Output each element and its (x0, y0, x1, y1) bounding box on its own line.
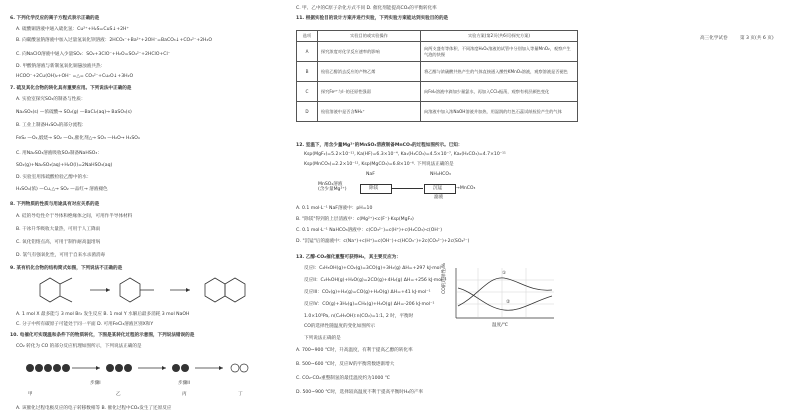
question-text-line: D. 氯气有强氧化性，可用于自来水杀菌消毒 (16, 253, 106, 258)
third-page-title: 高三化学试卷 (700, 36, 728, 41)
table-cell-plan: 将乙醇与浓硫酸共热产生的气体直接通入酸性KMnO₄溶液，观察溶液是否褪色 (421, 62, 578, 82)
question-stem: 8. 下列物质的性质与用途具有对应关系的是 (10, 202, 100, 207)
question-text-line: A. 硫酸铜溶液中通入硫化氢：Cu²⁺+H₂S=CuS↓+2H⁺ (16, 27, 129, 32)
question-text-line: A. 硅的导电性介于导体和绝缘体之间，可用作半导体材料 (16, 214, 133, 219)
process-flow-diagram (318, 172, 518, 202)
question-text-line: B. 500~600 ℃时，反应IV的平衡常数逐渐增大 (296, 362, 395, 367)
question-text-line: C. 0.1 mol·L⁻¹ NaHCO₃溶液中：c(CO₃²⁻)=c(H⁺)+c(H₂CO₃)-c(OH⁻) (296, 228, 443, 233)
table-header-plan: 实验方案(第2页(共6页)探究方案) (421, 31, 578, 42)
question-text-line: H₂SO₄(浓) —Cu,△→ SO₂ —品红→ 溶液褪色 (16, 187, 108, 192)
flow-feed-label: MnSO₄溶液 (含少量Mg²⁺) (318, 182, 347, 193)
graph-ylabel: CO的选择性/% (442, 262, 447, 294)
molecule-label-a: 甲 (28, 392, 33, 397)
table-cell-operation: 探究浓度对化学反应速率的影响 (318, 42, 421, 62)
graph-xlabel: 温度/℃ (492, 323, 508, 328)
flow-reagent1: NaF (366, 172, 375, 177)
question-text-line: D. "沉锰"后的滤液中：c(Na⁺)+c(H⁺)=c(OH⁻)+c(HCO₃⁻)+2c(CO₃²⁻)+2c(SO₄²⁻) (296, 239, 470, 244)
table-cell-operation: 探究Fe²⁺与I⁻的还原性强弱 (318, 82, 421, 102)
question-text-line: C. CO₂-CO₂重整制氢的最佳温度约为1000 ℃ (296, 376, 390, 381)
question-stem: 7. 硫及其化合物的转化具有重要应用。下列说法中正确的是 (10, 86, 132, 91)
flow-arrow-1 (391, 188, 423, 189)
curve-label-2: ② (506, 300, 511, 305)
question-text-line: Ksp(MnCO₃)=2.2×10⁻¹¹, Ksp(MgCO₃)=6.8×10⁻⁶. 下列说法正确的是 (304, 162, 454, 167)
table-cell-option: A (297, 42, 318, 62)
question-text-line: D. 500~900 ℃时，选择较高温度不利于提高平衡时H₂的产率 (296, 390, 424, 395)
question-text-line: C. 甲、乙中的C原子杂化方式不同 D. 催化剂能提高CO₂的平衡转化率 (296, 6, 437, 11)
flow-box-1-label: 除镁 (369, 186, 379, 191)
step1-label: 步骤I (90, 381, 101, 386)
question-text-line: A. 700~900 ℃时，升高温度，有利于提高乙醇的转化率 (296, 348, 413, 353)
question-text-line: CO₂ 转化为 CO 的部分反应机理如图所示，下列说法正确的是 (16, 344, 142, 349)
question-text-line: 下列说法正确的是 (304, 336, 341, 341)
question-stem: 13. 乙醇-CO₂催化重整可获得H₂，其主要反应为： (296, 255, 401, 260)
table-cell-option: B (297, 62, 318, 82)
question-text-line: Ksp(MgF₂)=5.2×10⁻¹¹, Ka(HF)=6.3×10⁻⁴, Ka₁(H₂CO₃)=4.5×10⁻⁷, Ka₂(H₂CO₃)=4.7×10⁻¹¹ (304, 152, 506, 157)
table-row (297, 62, 578, 82)
question-text-line: C. 氧化铝熔点高，可用于制作耐高温坩埚 (16, 240, 101, 245)
flow-box-1 (360, 184, 392, 194)
left-column (0, 0, 270, 420)
question-text-line: Na₂SO₃(s) —浓硫酸→ SO₂(g) —BaCl₂(aq)→ BaSO₃(s) (16, 110, 132, 115)
table-cell-option: D (297, 102, 318, 122)
flow-reagent2: NH₄HCO₃ (430, 172, 451, 177)
table-cell-plan: 向FeI₂溶液中滴加少量氯水，再加入CCl₄振荡，观察有机层颜色变化 (421, 82, 578, 102)
question-stem: 12. 室温下，用含少量Mg²⁺的MnSO₄溶液制备MnCO₃的过程如图所示。已知： (296, 143, 463, 148)
right-column (288, 0, 578, 420)
question-text-line: 反应I：C₂H₅OH(g)+CO₂(g)=3CO(g)+3H₂(g) ΔH=+297 kJ·mol⁻¹ (304, 266, 446, 271)
step2-label: 步骤II (178, 381, 190, 386)
third-page-number: 第 3 页(共 6 页) (740, 36, 774, 41)
question-stem: 10. 电催化可实现温和条件下的物质转化，下图是某转化过程的示意图，下列说法错误的是 (10, 333, 195, 338)
question-text-line: B. 向碳酸氢钠溶液中加入过量氢氧化钡溶液：2HCO₃⁻+Ba²⁺+2OH⁻=BaCO₃↓+CO₃²⁻+2H₂O (16, 38, 212, 43)
question-text-line: C. 分子中所有碳原子可能处于同一平面 D. 可用FeCl₃溶液区别X和Y (16, 322, 154, 327)
question-text-line: B. 工业上制备H₂SO₄的部分流程： (16, 123, 87, 128)
question-stem: 9. 某有机化合物的结构简式如图，下列说法不正确的是 (10, 266, 123, 271)
table-cell-operation: 检验乙醇消去反应的产物乙烯 (318, 62, 421, 82)
question-text-line: C. 向NaClO溶液中通入少量SO₂：SO₂+3ClO⁻+H₂O=SO₄²⁻+2HClO+Cl⁻ (16, 52, 171, 57)
flow-box-2 (424, 184, 456, 194)
table-header-operation: 实验目的或实验操作 (318, 31, 421, 42)
structural-formula-diagram (30, 272, 260, 310)
question-text-line: 反应II：C₂H₅OH(g)+H₂O(g)=2CO(g)+4H₂(g) ΔH=+256 kJ·mol⁻¹ (304, 278, 447, 283)
table-row (297, 102, 578, 122)
experiment-table (296, 30, 578, 122)
curve-label-1: ① (502, 271, 507, 276)
table-cell-plan: 向溶液中加入浓NaOH溶液并加热，用湿润的红色石蕊试纸检验产生的气体 (421, 102, 578, 122)
table-cell-option: C (297, 82, 318, 102)
molecule-label-d: 丁 (238, 392, 243, 397)
question-text-line: A. 该催化过程电极反应的电子转移数相等 B. 催化过程中CO₂发生了还原反应 (16, 406, 172, 411)
flow-box-2-label: 沉锰 (433, 186, 443, 191)
third-page (590, 0, 794, 420)
table-row (297, 82, 578, 102)
table-header-row (297, 31, 578, 42)
question-stem: 11. 根据实验目的设计方案并进行实验，下列实验方案能达到实验目的的是 (296, 16, 449, 21)
question-text-line: FeS₂ —O₂,煅烧→ SO₂ —O₂,催化剂△→ SO₃ —H₂O→ H₂SO₄ (16, 136, 140, 141)
question-text-line: 1.0×10⁵Pa, n(C₂H₅OH):n(CO₂)=1:1, 2 时，平衡时 (304, 314, 414, 319)
question-text-line: B. "除镁"得到的上层清液中：c(Mg²⁺)<c(F⁻)·Ksp(MgF₂) (296, 217, 414, 222)
question-text-line: CO的选择性随温度的变化如图所示 (304, 324, 376, 329)
table-header-option: 选项 (297, 31, 318, 42)
question-text-line: A. 1 mol X 最多能与 3 mol Br₂ 发生反应 B. 1 mol Y 水解后最多消耗 3 mol NaOH (16, 312, 190, 317)
table-cell-operation: 检验溶液中是否含NH₄⁺ (318, 102, 421, 122)
question-text-line: A. 实验室探究SO₂的制备与性质： (16, 97, 86, 102)
question-stem: 6. 下列化学反应的离子方程式表示正确的是 (10, 16, 100, 21)
molecule-label-c: 丙 (182, 392, 187, 397)
flow-filtrate: 滤液 (434, 195, 444, 200)
table-row (297, 42, 578, 62)
question-text-line: D. 实验室用浓硫酸检验乙醇中的水： (16, 175, 92, 180)
molecule-label-b: 乙 (116, 392, 121, 397)
selectivity-graph (442, 262, 558, 332)
question-text-line: C. 用Na₂SO₃溶液吸收SO₂制备NaHSO₃： (16, 151, 102, 156)
question-text-line: A. 0.1 mol·L⁻¹ NaF溶液中：pH=10 (296, 206, 373, 211)
question-text-line: SO₂(g)+Na₂SO₃(aq)+H₂O(l)=2NaHSO₃(aq) (16, 163, 113, 168)
question-text-line: B. 干冰升华吸收大量热，可用于人工降雨 (16, 227, 101, 232)
question-text-line: HCOO⁻+2Cu(OH)₂+OH⁻ =△= CO₃²⁻+Cu₂O↓+3H₂O (16, 74, 134, 79)
flow-product: →MnCO₃ (456, 186, 476, 191)
mechanism-diagram (20, 352, 270, 400)
question-text-line: 反应IV：CO(g)+3H₂(g)=CH₄(g)+H₂O(g) ΔH=-206 kJ·mol⁻¹ (304, 302, 435, 307)
question-text-line: 反应III：CO₂(g)+H₂(g)=CO(g)+H₂O(g) ΔH=+41 kJ·mol⁻¹ (304, 290, 431, 295)
question-text-line: D. 甲酸钠溶液与新制氢氧化铜悬浊液共热： (16, 64, 106, 69)
table-cell-plan: 向两支盛有等体积、不同浓度H₂O₂溶液的试管中分别加入等量MnO₂，观察产生气泡的快慢 (421, 42, 578, 62)
